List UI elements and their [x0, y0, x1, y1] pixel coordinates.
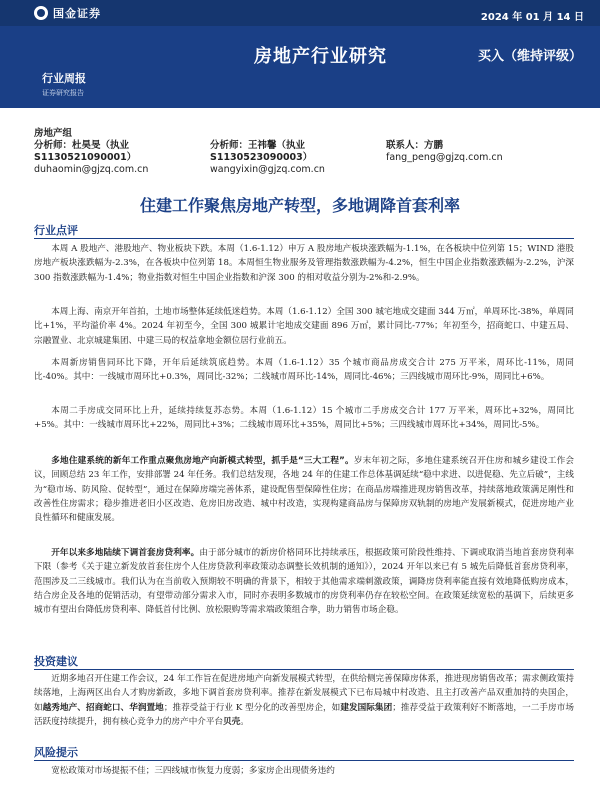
paragraph-investment [34, 672, 574, 729]
paragraph-market: 本周 A 股地产、港股地产、物业板块下跌。本周（1.6-1.12）申万 A 股房地产板块涨跌幅为-1.1%，在各板块中位列第 15；WIND 港股房地产板块涨跌幅为-2.3%，在各板块中位列第 18。本周恒生物业服务及管理指数涨跌幅为-4.2%，恒生中国企业指数涨跌幅为-2.2%，沪深 300 指数涨跌幅为-1.4%；物业指数对恒生中国企业指数和沪深 300 的相对收益分别为-2%和-2.9%。 [34, 244, 574, 283]
investment-pick-beike: 贝壳 [223, 716, 241, 727]
analyst-2-name: 分析师：王祎馨（执业 [210, 140, 306, 151]
paragraph-risks: 宽松政策对市场提振不佳；三四线城市恢复力度弱；多家房企出现债务违约 [51, 766, 335, 776]
paragraph-mortgage-rates [34, 546, 574, 617]
analyst-block [34, 128, 574, 175]
section-heading-risk: 风险提示 [34, 746, 78, 759]
analyst-1-name: 分析师：杜昊旻（执业 [34, 140, 130, 151]
investment-picks-soe: 越秀地产、招商蛇口、华润置地 [42, 702, 164, 713]
report-header [0, 0, 600, 108]
section-heading-review: 行业点评 [34, 224, 78, 237]
analyst-2 [210, 140, 325, 176]
logo-text: 国金证券 [53, 7, 101, 20]
report-subtype: 证券研究报告 [42, 89, 84, 97]
policy-transition-body: 岁末年初之际，多地住建系统召开住房和城乡建设工作会议，回顾总结 23 年工作，安排部署 24 年任务。我们总结发现，各地 24 年的住建工作总体基调延续“稳中求进、以进促稳、先立后破”，主线为“稳市场、防风险、促转型”，通过在保障房端完善体系，建设配售型保障性住房；在商品房端推进现房销售改革，持续落地政策满足刚性和改善性住房需求；稳步推进老旧小区改造、危房旧房改造、城中村改造，实现构建商品房与保障房双轨制的房地产发展新模式，促进房地产业良性循环和健康发展。 [34, 456, 574, 524]
investment-text-c: ；推荐受益于行业 K 型分化的改善型房企，如 [163, 702, 341, 713]
brand-logo [34, 5, 101, 21]
investment-text-e: ；推荐受益于政策利好不断落地，一二手房市场活跃度持续提升，拥有核心竞争力的房产中介平台 [34, 702, 574, 727]
analyst-1-email[interactable]: duhaomin@gjzq.com.cn [34, 164, 149, 175]
analyst-1 [34, 140, 148, 176]
paragraph-new-homes: 本周新房销售同环比下降，开年后延续筑底趋势。本周（1.6-1.12）35 个城市商品房成交合计 275 万平米，周环比-11%，周同比-40%。其中：一线城市周环比+0.3%，周同比-32%；二线城市周环比-14%，周同比-46%；三四线城市周环比-9%，周同比+6%。 [34, 358, 574, 383]
policy-transition-lead: 多地住建系统的新年工作重点聚焦房地产向新模式转型，抓手是“三大工程”。 [51, 456, 354, 466]
analyst-2-cert: S1130523090003） [210, 152, 313, 163]
section-divider [34, 760, 574, 761]
mortgage-rates-lead: 开年以来多地陆续下调首套房贷利率。 [51, 548, 200, 558]
section-divider [34, 238, 574, 239]
investment-text-g: 。 [240, 716, 249, 727]
rating-label: 买入（维持评级） [478, 49, 583, 64]
industry-title: 房地产行业研究 [254, 46, 387, 67]
report-type: 行业周报 [42, 72, 86, 85]
contact-name: 联系人：方鹏 [386, 140, 444, 151]
report-main-title: 住建工作聚焦房地产转型，多地调降首套利率 [139, 196, 460, 215]
section-heading-invest: 投资建议 [34, 655, 78, 668]
investment-text-a: 近期多地召开住建工作会议，24 年工作旨在促进房地产向新发展模式转型，在供给侧完善保障房体系，推进现房销售改革；需求侧政策持续落地，上海两区出台人才购房新政，多地下调首套房贷利率。推荐在新发展模式下已布局城中村改造、且主打改善产品双重加持的央国企，如 [34, 674, 574, 713]
contact-email[interactable]: fang_peng@gjzq.com.cn [386, 152, 503, 163]
mortgage-rates-body: 由于部分城市的新房价格同环比持续承压，根据政策可阶段性维持、下调或取消当地首套房贷利率下限（参考《关于建立新发放首套住房个人住房贷款利率政策动态调整长效机制的通知》），2024 开年以来已有 5 城先后降低首套房贷利率，范围涉及二三线城市。我们认为在当前收入预期较不明确的背景下，相较于其他需求端刺激政策，调降房贷利率能直接有效地降低购房成本，结合房企及各地的促销活动，有望带动部分需求入市，同时亦表明多数城市的房贷利率仍存在较松空间。在政策延续宽松的基调下，后续更多城市有望出台降低房贷利率、降低首付比例、放松限购等需求端政策组合拳，助力销售市场企稳。 [34, 548, 574, 616]
investment-pick-jianfa: 建发国际集团 [340, 702, 393, 713]
logo-icon [34, 6, 48, 20]
paragraph-resale: 本周二手房成交同环比上升，延续持续复苏态势。本周（1.6-1.12）15 个城市二手房成交合计 177 万平米，周环比+32%，周同比+5%。其中：一线城市周环比+22%，周同比+3%；二线城市周环比+35%，周同比+5%；三四线城市周环比+34%，周同比-5%。 [34, 406, 574, 431]
sector-name: 房地产组 [34, 128, 73, 139]
contact-person [386, 140, 503, 164]
paragraph-land: 本周上海、南京开年首拍，土地市场整体延续低迷趋势。本周（1.6-1.12）全国 300 城宅地成交建面 344 万㎡，单周环比-38%，单周同比+1%，平均溢价率 4%。2024 年初至今，全国 300 城累计宅地成交建面 896 万㎡，累计同比-77%；年初至今，招商蛇口、中建五局、宗融置业、北京城建集团、中建三局的权益拿地金额位居行业前五。 [34, 307, 574, 346]
analyst-2-email[interactable]: wangyixin@gjzq.com.cn [210, 164, 325, 175]
paragraph-policy-transition [34, 454, 574, 525]
report-date: 2024 年 01 月 14 日 [480, 12, 584, 23]
section-divider [34, 669, 574, 670]
analyst-1-cert: S1130521090001） [34, 152, 137, 163]
